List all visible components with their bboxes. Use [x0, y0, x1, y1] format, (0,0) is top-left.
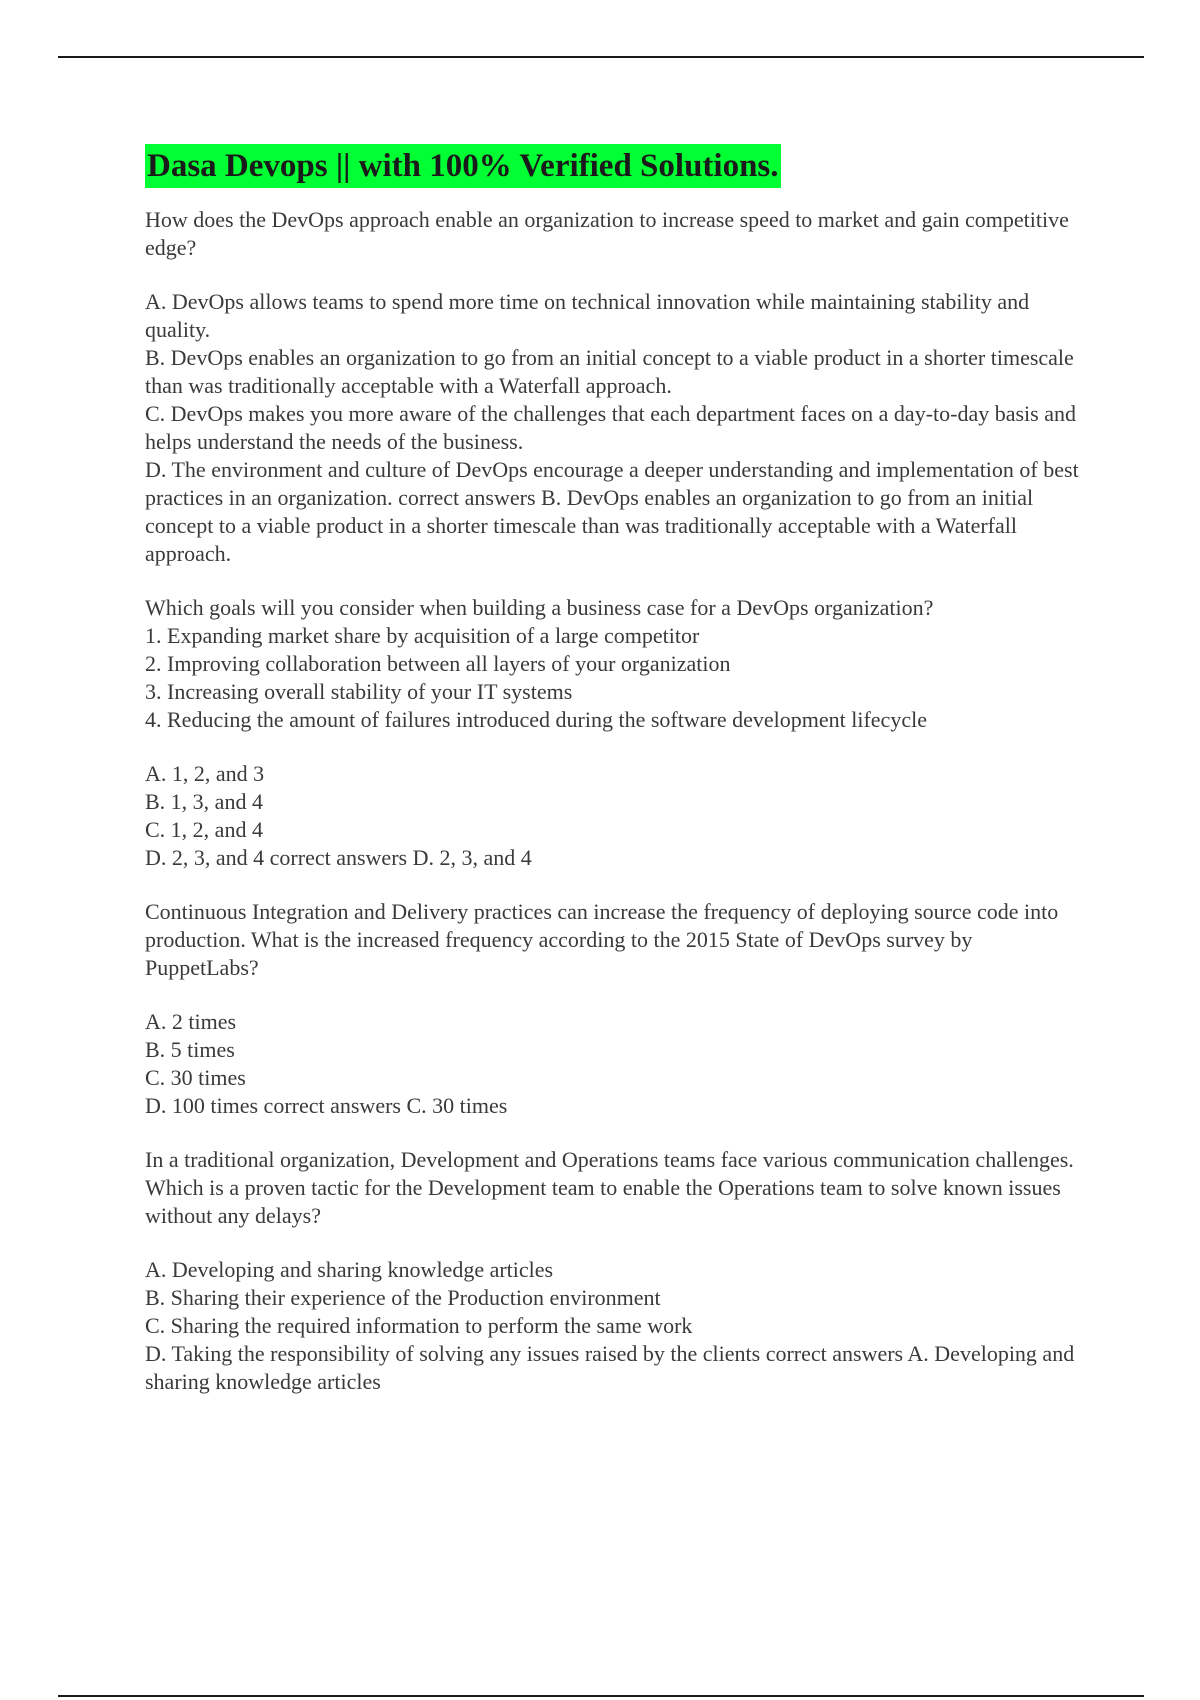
question-3-option-c: C. 30 times — [145, 1065, 246, 1090]
question-2-item-3: 3. Increasing overall stability of your IT systems — [145, 679, 573, 704]
question-2-option-b: B. 1, 3, and 4 — [145, 789, 263, 814]
question-3-option-b: B. 5 times — [145, 1037, 235, 1062]
question-4-option-a: A. Developing and sharing knowledge articles — [145, 1257, 554, 1282]
question-2-option-c: C. 1, 2, and 4 — [145, 817, 263, 842]
question-4-option-c: C. Sharing the required information to perform the same work — [145, 1313, 693, 1338]
question-4-options — [145, 1256, 1085, 1396]
question-2-options — [145, 760, 1085, 872]
question-1-option-c: C. DevOps makes you more aware of the challenges that each department faces on a day-to-day basis and helps understand the needs of the business. — [145, 401, 1076, 454]
question-1-option-b: B. DevOps enables an organization to go from an initial concept to a viable product in a shorter timescale than was traditionally acceptable with a Waterfall approach. — [145, 345, 1074, 398]
question-1-option-a: A. DevOps allows teams to spend more time on technical innovation while maintaining stability and quality. — [145, 289, 1030, 342]
question-2-stem — [145, 594, 1085, 734]
question-2-option-a: A. 1, 2, and 3 — [145, 761, 265, 786]
question-2-item-2: 2. Improving collaboration between all layers of your organization — [145, 651, 731, 676]
question-4-option-d-answer: D. Taking the responsibility of solving any issues raised by the clients correct answers A. Developing and sharing knowledge articles — [145, 1341, 1075, 1394]
question-block-2 — [145, 594, 1085, 872]
question-3-option-d-answer: D. 100 times correct answers C. 30 times — [145, 1093, 508, 1118]
question-block-3 — [145, 898, 1085, 1120]
question-block-4 — [145, 1146, 1085, 1396]
document-body — [145, 144, 1085, 1396]
question-1-text: How does the DevOps approach enable an organization to increase speed to market and gain competitive edge? — [145, 207, 1069, 260]
question-4-option-b: B. Sharing their experience of the Production environment — [145, 1285, 661, 1310]
question-2-item-1: 1. Expanding market share by acquisition of a large competitor — [145, 623, 700, 648]
question-3-option-a: A. 2 times — [145, 1009, 237, 1034]
question-2-option-d-answer: D. 2, 3, and 4 correct answers D. 2, 3, and 4 — [145, 845, 532, 870]
footer-rule — [58, 1695, 1144, 1697]
header-rule — [58, 56, 1144, 58]
question-3-options — [145, 1008, 1085, 1120]
document-title: Dasa Devops || with 100% Verified Solutions. — [145, 144, 781, 188]
question-1-options — [145, 288, 1085, 568]
question-1-option-d-answer: D. The environment and culture of DevOps encourage a deeper understanding and implementation of best practices in an organization. correct answers B. DevOps enables an organization to go from an initial concept to a viable product in a shorter timescale than was traditionally acceptable with a Waterfall approach. — [145, 457, 1079, 566]
question-2-item-4: 4. Reducing the amount of failures introduced during the software development lifecycle — [145, 707, 927, 732]
question-2-text: Which goals will you consider when building a business case for a DevOps organization? — [145, 595, 934, 620]
question-3-text: Continuous Integration and Delivery practices can increase the frequency of deploying source code into production. What is the increased frequency according to the 2015 State of DevOps survey by PuppetLabs? — [145, 899, 1059, 980]
question-block-1 — [145, 206, 1085, 568]
question-4-text: In a traditional organization, Development and Operations teams face various communication challenges. Which is a proven tactic for the Development team to enable the Operations team to solve known issues without any delays? — [145, 1147, 1074, 1228]
